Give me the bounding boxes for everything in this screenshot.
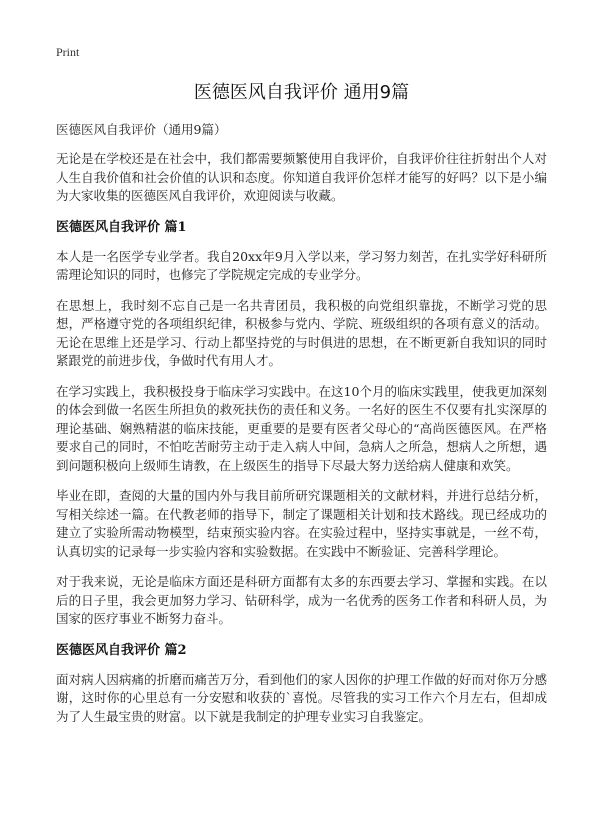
section-paragraph: 面对病人因病痛的折磨而痛苦万分，看到他们的家人因你的护理工作做的好而对你万分感谢，这时你的心里总有一分安慰和收获的`喜悦。尽管我的实习工作六个月左右，但却成为了人生最宝贵的财富。以下就是我制定的护理专业实习自我鉴定。 — [56, 671, 547, 724]
document-subtitle: 医德医风自我评价（通用9篇） — [56, 122, 227, 137]
section-paragraph: 本人是一名医学专业学者。我自20xx年9月入学以来，学习努力刻苦，在扎实学好科研所需理论知识的同时，也修完了学院规定完成的专业学分。 — [56, 248, 547, 282]
intro-paragraph: 无论是在学校还是在社会中，我们都需要频繁使用自我评价，自我评价往往折射出个人对人生自我价值和社会价值的认识和态度。你知道自我评价怎样才能写的好吗？以下是小编为大家收集的医德医风自我评价，欢迎阅读与收藏。 — [56, 151, 547, 203]
section-paragraph: 毕业在即，查阅的大量的国内外与我目前所研究课题相关的文献材料，并进行总结分析，写相关综述一篇。在代教老师的指导下，制定了课题相关计划和技术路线。现已经成功的建立了实验所需动物模型，结束预实验内容。在实验过程中，坚持实事就是，一丝不苟，认真切实的记录每一步实验内容和实验数据。在实践中不断验证、完善科学理论。 — [56, 488, 547, 559]
print-label[interactable]: Print — [56, 45, 80, 59]
document-title: 医德医风自我评价 通用9篇 — [193, 82, 410, 103]
section-paragraph: 在思想上，我时刻不忘自己是一名共青团员，我积极的向党组织靠拢，不断学习党的思想，严格遵守党的各项组织纪律，积极参与党内、学院、班级组织的各项有意义的活动。无论在思维上还是学习、行动上都坚持党的与时俱进的思想，在不断更新自我知识的同时紧跟党的前进步伐，争做时代有用人才。 — [56, 297, 547, 368]
section-heading: 医德医风自我评价 篇1 — [56, 219, 187, 235]
section-heading: 医德医风自我评价 篇2 — [56, 642, 187, 658]
section-2 — [56, 641, 547, 727]
section-paragraph: 在学习实践上，我积极投身于临床学习实践中。在这10个月的临床实践里，使我更加深刻的体会到做一名医生所担负的救死扶伤的责任和义务。一名好的医生不仅要有扎实深厚的理论基础、娴熟精湛的临床技能，更重要的是要有医者父母心的“高尚医德医风。在严格要求自己的同时，不怕吃苦耐劳主动于走入病人中间，急病人之所急，想病人之所想，遇到问题积极向上级师生请教，在上级医生的指导下尽最大努力送给病人健康和欢笑。 — [56, 383, 547, 473]
section-1 — [56, 218, 547, 629]
section-paragraph: 对于我来说，无论是临床方面还是科研方面都有太多的东西要去学习、掌握和实践。在以后的日子里，我会更加努力学习、钻研科学，成为一名优秀的医务工作者和科研人员，为国家的医疗事业不断努力奋斗。 — [56, 574, 547, 626]
